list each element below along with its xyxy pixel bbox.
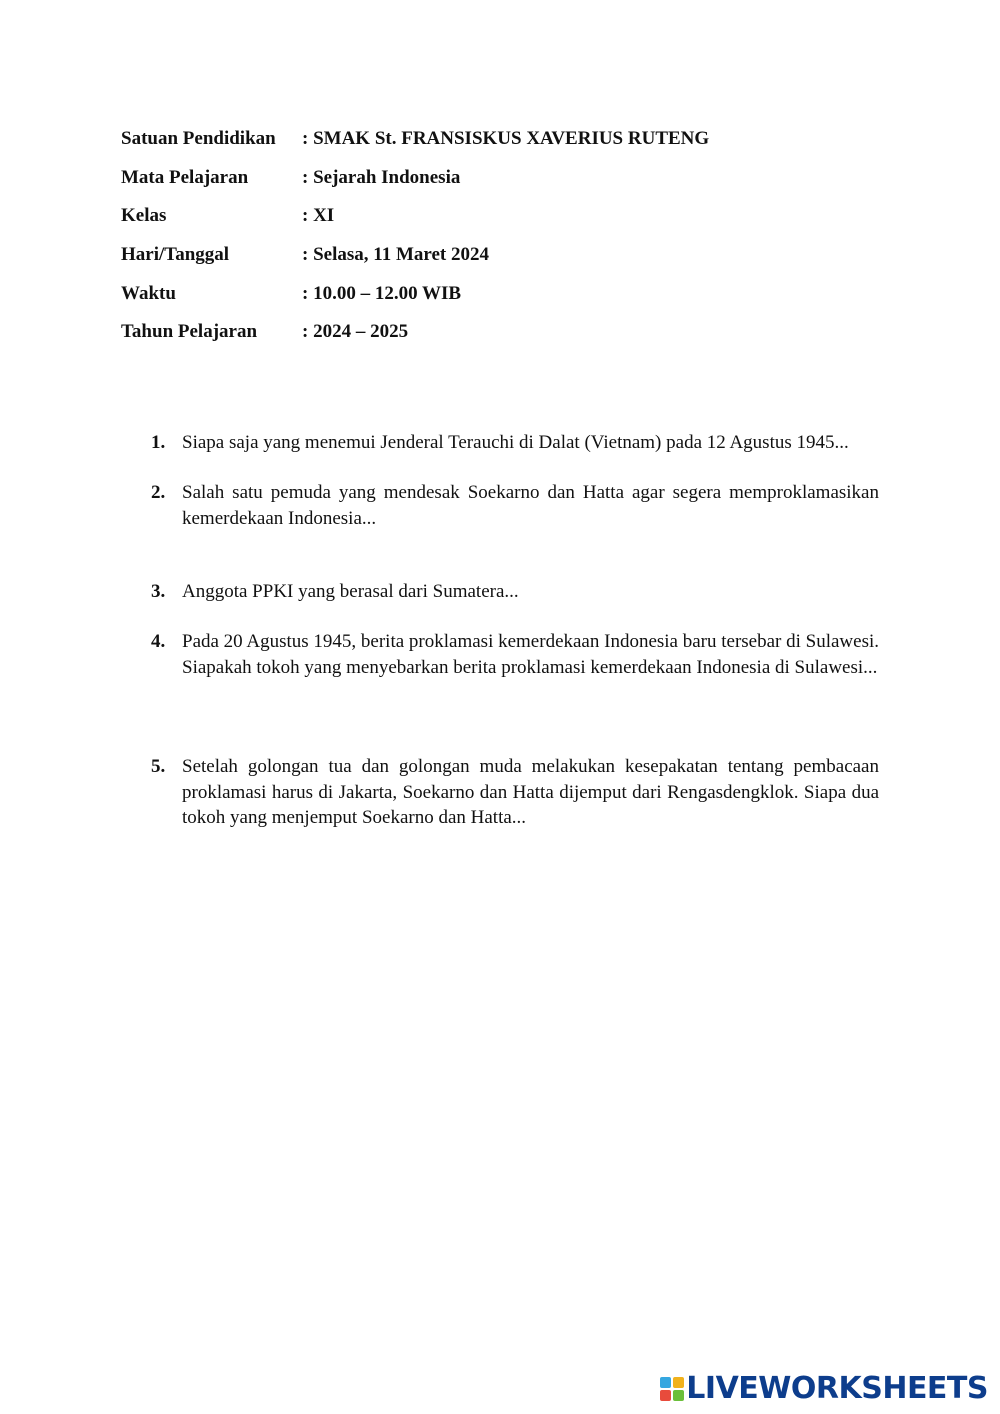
header-value: : XI bbox=[302, 205, 335, 227]
question-item bbox=[151, 754, 879, 831]
brand-name: LIVEWORKSHEETS bbox=[686, 1371, 988, 1406]
header-label: Mata Pelajaran bbox=[121, 166, 249, 188]
header-value: : 2024 – 2025 bbox=[302, 321, 409, 343]
liveworksheets-logo-icon bbox=[660, 1377, 684, 1401]
header-value: : 10.00 – 12.00 WIB bbox=[302, 282, 462, 304]
header-row bbox=[121, 120, 709, 159]
document-header bbox=[121, 120, 709, 352]
header-label: Tahun Pelajaran bbox=[121, 321, 258, 343]
header-value: : Selasa, 11 Maret 2024 bbox=[302, 244, 489, 266]
header-label: Hari/Tanggal bbox=[121, 244, 230, 266]
question-number: 1. bbox=[151, 432, 166, 453]
header-row bbox=[121, 313, 709, 352]
header-row bbox=[121, 274, 709, 313]
question-item bbox=[151, 430, 879, 456]
question-number: 5. bbox=[151, 756, 166, 777]
header-value: : Sejarah Indonesia bbox=[302, 166, 461, 188]
question-text: Setelah golongan tua dan golongan muda melakukan kesepakatan tentang pembacaan proklamasi harus di Jakarta, Soekarno dan Hatta dijemput dari Rengasdengklok. Siapa dua tokoh yang menjemput Soekarno dan Hatta... bbox=[182, 756, 879, 828]
header-label: Kelas bbox=[121, 205, 167, 227]
question-text: Pada 20 Agustus 1945, berita proklamasi kemerdekaan Indonesia baru tersebar di Sulawesi. Siapakah tokoh yang menyebarkan berita proklamasi kemerdekaan Indonesia di Sulawesi... bbox=[182, 631, 880, 678]
liveworksheets-brand[interactable] bbox=[660, 1371, 988, 1406]
header-row bbox=[121, 159, 709, 198]
question-text: Anggota PPKI yang berasal dari Sumatera... bbox=[182, 581, 519, 602]
question-text: Siapa saja yang menemui Jenderal Terauchi di Dalat (Vietnam) pada 12 Agustus 1945... bbox=[182, 432, 849, 453]
question-number: 4. bbox=[151, 631, 166, 652]
header-label: Waktu bbox=[121, 282, 176, 304]
header-row bbox=[121, 236, 709, 275]
question-number: 3. bbox=[151, 581, 166, 602]
question-item bbox=[151, 480, 879, 531]
question-number: 2. bbox=[151, 482, 166, 503]
question-item bbox=[151, 579, 879, 605]
question-text: Salah satu pemuda yang mendesak Soekarno dan Hatta agar segera memproklamasikan kemerdekaan Indonesia... bbox=[182, 482, 879, 529]
header-value: : SMAK St. FRANSISKUS XAVERIUS RUTENG bbox=[302, 128, 710, 150]
question-item bbox=[151, 629, 879, 680]
header-row bbox=[121, 197, 709, 236]
header-label: Satuan Pendidikan bbox=[121, 128, 276, 150]
